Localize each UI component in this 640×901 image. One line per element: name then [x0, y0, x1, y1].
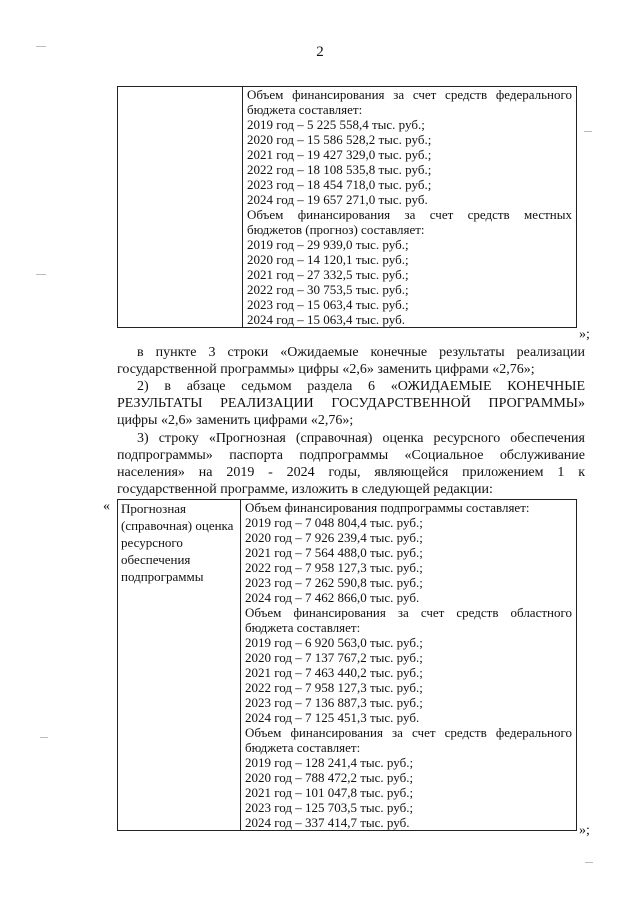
- funding-line: Объем финансирования за счет средств федерального: [245, 725, 572, 740]
- funding-line: Объем финансирования за счет средств областного: [245, 605, 572, 620]
- funding-line: бюджета составляет:: [247, 102, 363, 117]
- funding-line: 2021 год – 7 463 440,2 тыс. руб.;: [245, 665, 423, 680]
- table-top-text-cell: [243, 87, 577, 328]
- funding-line: 2022 год – 7 958 127,3 тыс. руб.;: [245, 680, 423, 695]
- paragraph-1: [117, 344, 585, 378]
- funding-table-top: [117, 86, 577, 328]
- paragraph-3-text: 3) строку «Прогнозная (справочная) оценка ресурсного обеспечения подпрограммы» паспорта подпрограммы «Социальное обслуживание населения» на 2019 - 2024 годы, являющейся приложением 1 к государственной программе, изложить в следующей редакции:: [117, 431, 585, 497]
- funding-line: бюджета составляет:: [245, 620, 361, 635]
- funding-line: 2023 год – 7 262 590,8 тыс. руб.;: [245, 575, 423, 590]
- funding-line: 2023 год – 18 454 718,0 тыс. руб.;: [247, 177, 432, 192]
- funding-line: 2019 год – 5 225 558,4 тыс. руб.;: [247, 117, 425, 132]
- funding-line: 2024 год – 7 462 866,0 тыс. руб.: [245, 590, 420, 605]
- funding-line: 2021 год – 19 427 329,0 тыс. руб.;: [247, 147, 432, 162]
- scan-mark: [584, 131, 592, 132]
- funding-line: 2019 год – 6 920 563,0 тыс. руб.;: [245, 635, 423, 650]
- funding-line: Объем финансирования за счет средств федерального: [247, 87, 572, 102]
- funding-line: 2022 год – 18 108 535,8 тыс. руб.;: [247, 162, 432, 177]
- scan-mark: [40, 737, 48, 738]
- funding-line: 2019 год – 128 241,4 тыс. руб.;: [245, 755, 414, 770]
- scan-mark: [36, 274, 46, 275]
- funding-line: 2024 год – 7 125 451,3 тыс. руб.: [245, 710, 420, 725]
- funding-line: Объем финансирования подпрограммы составляет:: [245, 500, 530, 515]
- funding-line: Объем финансирования за счет средств местных: [247, 207, 572, 222]
- paragraph-1-text: в пункте 3 строки «Ожидаемые конечные результаты реализации государственной программы» цифры «2,6» заменить цифрами «2,76»;: [117, 345, 585, 377]
- funding-line: 2019 год – 7 048 804,4 тыс. руб.;: [245, 515, 423, 530]
- funding-line: 2023 год – 7 136 887,3 тыс. руб.;: [245, 695, 423, 710]
- funding-line: 2024 год – 15 063,4 тыс. руб.: [247, 312, 405, 327]
- table-bottom-label-cell: Прогнозная (справочная) оценка ресурсного обеспечения подпрограммы: [118, 500, 241, 831]
- scan-mark: [585, 862, 593, 863]
- funding-line: 2023 год – 125 703,5 тыс. руб.;: [245, 800, 414, 815]
- funding-line: 2023 год – 15 063,4 тыс. руб.;: [247, 297, 409, 312]
- page-number: 2: [316, 44, 324, 60]
- funding-line: 2020 год – 15 586 528,2 тыс. руб.;: [247, 132, 432, 147]
- funding-table-bottom: [117, 499, 577, 831]
- funding-line: 2019 год – 29 939,0 тыс. руб.;: [247, 237, 409, 252]
- funding-line: 2020 год – 7 137 767,2 тыс. руб.;: [245, 650, 423, 665]
- table-bottom-open-mark: «: [103, 499, 110, 514]
- funding-line: 2020 год – 14 120,1 тыс. руб.;: [247, 252, 409, 267]
- funding-line: бюджета составляет:: [245, 740, 361, 755]
- table-bottom-close-mark: »;: [579, 823, 590, 838]
- paragraph-2-text: 2) в абзаце седьмом раздела 6 «ОЖИДАЕМЫЕ КОНЕЧНЫЕ РЕЗУЛЬТАТЫ РЕАЛИЗАЦИИ ГОСУДАРСТВЕННОЙ ПРОГРАММЫ» цифры «2,6» заменить цифрами «2,76»;: [117, 379, 585, 428]
- funding-line: 2021 год – 7 564 488,0 тыс. руб.;: [245, 545, 423, 560]
- table-top-label-cell: [118, 87, 243, 328]
- table-bottom-text-cell: [241, 500, 577, 831]
- funding-line: 2022 год – 30 753,5 тыс. руб.;: [247, 282, 409, 297]
- table-top-close-mark: »;: [579, 327, 590, 342]
- funding-line: 2021 год – 101 047,8 тыс. руб.;: [245, 785, 414, 800]
- funding-line: 2024 год – 19 657 271,0 тыс. руб.: [247, 192, 428, 207]
- funding-line: 2020 год – 788 472,2 тыс. руб.;: [245, 770, 414, 785]
- paragraph-3: [117, 430, 585, 498]
- funding-line: бюджетов (прогноз) составляет:: [247, 222, 425, 237]
- funding-line: 2024 год – 337 414,7 тыс. руб.: [245, 815, 410, 830]
- paragraph-2: [117, 378, 585, 429]
- funding-line: 2022 год – 7 958 127,3 тыс. руб.;: [245, 560, 423, 575]
- funding-line: 2021 год – 27 332,5 тыс. руб.;: [247, 267, 409, 282]
- funding-line: 2020 год – 7 926 239,4 тыс. руб.;: [245, 530, 423, 545]
- scan-mark: [36, 46, 46, 47]
